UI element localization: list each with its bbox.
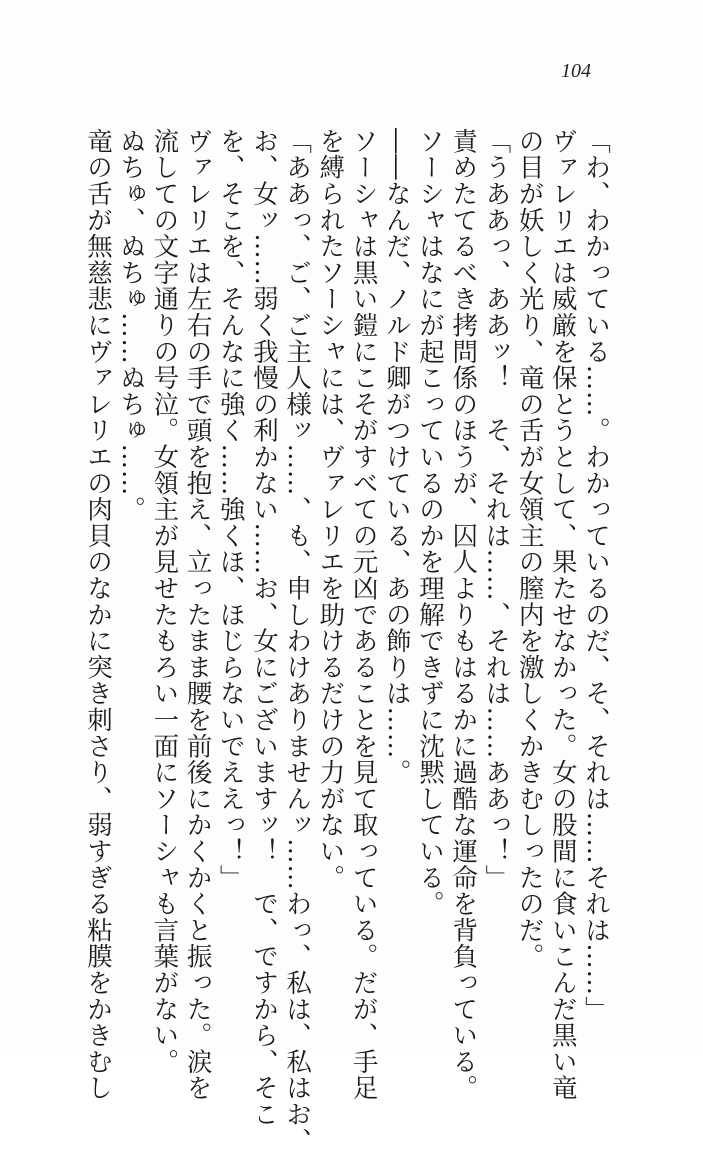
text-line: ――なんだ、ノルド卿がつけている、あの飾りは……。 bbox=[381, 128, 412, 786]
text-line: の目が妖しく光り、竜の舌が女領主の膣内を激しくかきむしったのだ。 bbox=[514, 128, 545, 970]
text-line: 流しての文字通りの号泣。女領主が見せたもろい一面にソーシャも言葉がない。 bbox=[149, 128, 180, 1075]
text-line: ソーシャはなにが起こっているのかを理解できずに沈黙している。 bbox=[414, 128, 445, 917]
text-line: ヴァレリエは左右の手で頭を抱え、立ったまま腰を前後にかくかくと振った。涙を bbox=[182, 128, 213, 1102]
text-line: 「ああっ、ご、ご主人様ッ……、も、申しわけありませんッ……わっ、私は、私はお、 bbox=[282, 128, 313, 1154]
text-line: ぬちゅ、ぬちゅ……ぬちゅ……。 bbox=[116, 128, 147, 523]
text-line: を、そこを、そんなに強く……強くほ、ほじらないでええっ！」 bbox=[215, 128, 246, 891]
text-line: ヴァレリエは威厳を保とうとして、果たせなかった。女の股間に食いこんだ黒い竜 bbox=[547, 128, 578, 1102]
vertical-text-body bbox=[82, 128, 612, 1154]
text-line: 責めたてるべき拷問係のほうが、囚人よりもはるかに過酷な運命を背負っている。 bbox=[448, 128, 479, 1102]
text-line: 「わ、わかっている……。わかっているのだ、そ、それは……それは……」 bbox=[581, 128, 611, 1023]
text-line: お、女ッ……弱く我慢の利かない……お、女にございますッ！ で、ですから、そこ bbox=[248, 128, 279, 1128]
text-line: 竜の舌が無慈悲にヴァレリエの肉貝のなかに突き刺さり、弱すぎる粘膜をかきむし bbox=[82, 128, 113, 1102]
text-line: を縛られたソーシャには、ヴァレリエを助けるだけの力がない。 bbox=[315, 128, 346, 891]
text-line: 「うああっ、ああッ！ そ、それは……、それは……ああっ！」 bbox=[481, 128, 512, 891]
page-number: 104 bbox=[561, 60, 591, 82]
text-line: ソーシャは黒い鎧にこそがすべての元凶であることを見て取っている。だが、手足 bbox=[348, 128, 379, 1102]
